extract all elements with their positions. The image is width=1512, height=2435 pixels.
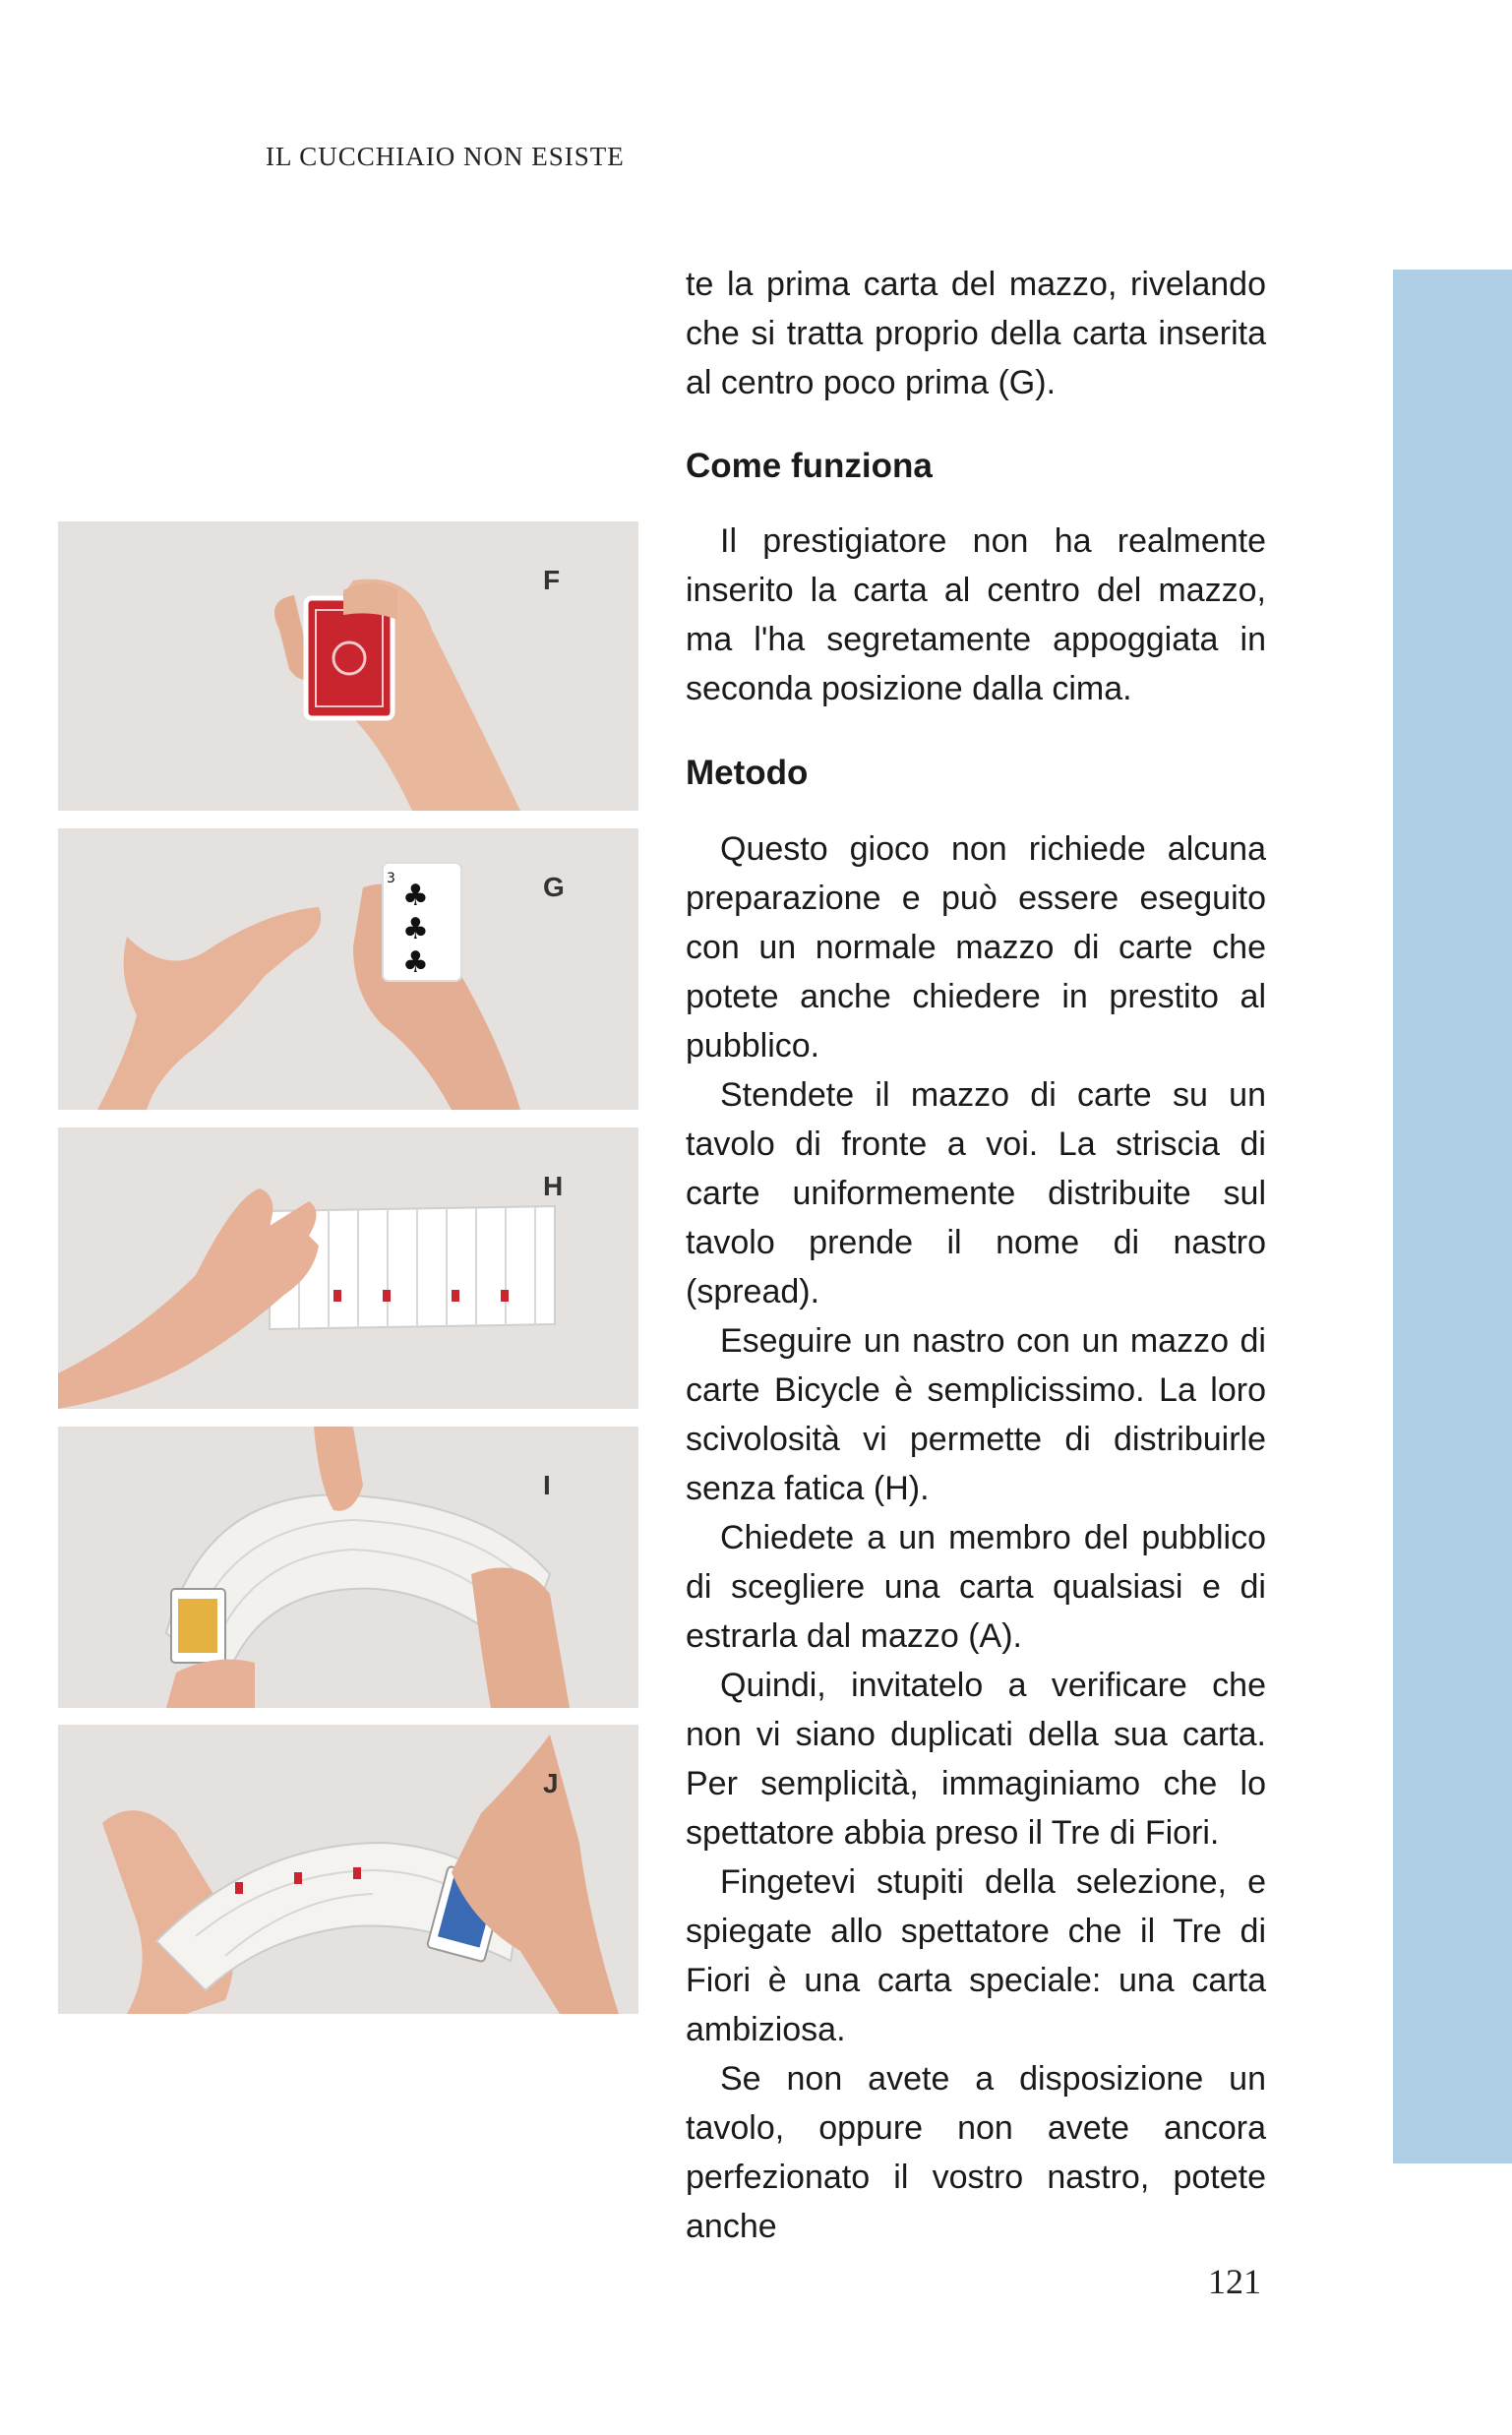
paragraph: Quindi, invitatelo a verificare che non vi siano duplicati della sua carta. Per semplicità, immaginiamo che lo spettatore abbia preso il Tre di Fiori. — [686, 1667, 1266, 1852]
paragraph: Eseguire un nastro con un mazzo di carte Bicycle è semplicissimo. La loro scivolosità vi permette di distribuirle senza fatica (H). — [686, 1322, 1266, 1507]
photo-j — [58, 1725, 638, 2014]
photo-label: F — [543, 565, 561, 595]
intro-text-block — [686, 260, 1266, 407]
page-number: 121 — [1208, 2262, 1261, 2301]
paragraph: Fingetevi stupiti della selezione, e spiegate allo spettatore che il Tre di Fiori è una carta speciale: una carta ambiziosa. — [686, 1863, 1266, 2048]
svg-text:3: 3 — [387, 871, 395, 886]
paragraph: Chiedete a un membro del pubblico di scegliere una carta qualsiasi e di estrarla dal mazzo (A). — [686, 1519, 1266, 1655]
photo-i — [58, 1427, 638, 1708]
hand-spreading-cards-illustration — [58, 1127, 638, 1409]
paragraph: Questo gioco non richiede alcuna preparazione e può essere eseguito con un normale mazzo di carte che potete anche chiedere in prestito al pubblico. — [686, 830, 1266, 1065]
photo-g — [58, 828, 638, 1110]
metodo-text-block — [686, 824, 1266, 2251]
paragraph: Stendete il mazzo di carte su un tavolo di fronte a voi. La striscia di carte uniformemente distribuite sul tavolo prende il nome di nastro (spread). — [686, 1076, 1266, 1310]
side-color-tab — [1393, 270, 1512, 2163]
section-heading-metodo: Metodo — [686, 754, 809, 792]
photo-label: J — [543, 1768, 559, 1798]
paragraph: Il prestigiatore non ha realmente inserito la carta al centro del mazzo, ma l'ha segretamente appoggiata in seconda posizione dalla cima. — [686, 522, 1266, 707]
svg-text:♣: ♣ — [402, 879, 429, 913]
photo-label: I — [543, 1470, 551, 1500]
photo-label: H — [543, 1171, 564, 1201]
section-heading-come-funziona: Come funziona — [686, 447, 933, 485]
come-funziona-text-block — [686, 517, 1266, 713]
photo-f — [58, 521, 638, 811]
svg-text:♣: ♣ — [402, 912, 429, 946]
svg-text:♣: ♣ — [402, 945, 429, 980]
photo-label: G — [543, 872, 565, 902]
hands-showing-card-illustration — [58, 828, 638, 1110]
paragraph: Se non avete a disposizione un tavolo, oppure non avete ancora perfezionato il vostro nastro, potete anche — [686, 2060, 1266, 2245]
running-head: IL CUCCHIAIO NON ESISTE — [266, 142, 625, 171]
intro-paragraph: te la prima carta del mazzo, rivelando che si tratta proprio della carta inserita al centro poco prima (G). — [686, 266, 1266, 401]
photo-h — [58, 1127, 638, 1409]
hands-fanning-deck-illustration — [58, 1427, 638, 1708]
